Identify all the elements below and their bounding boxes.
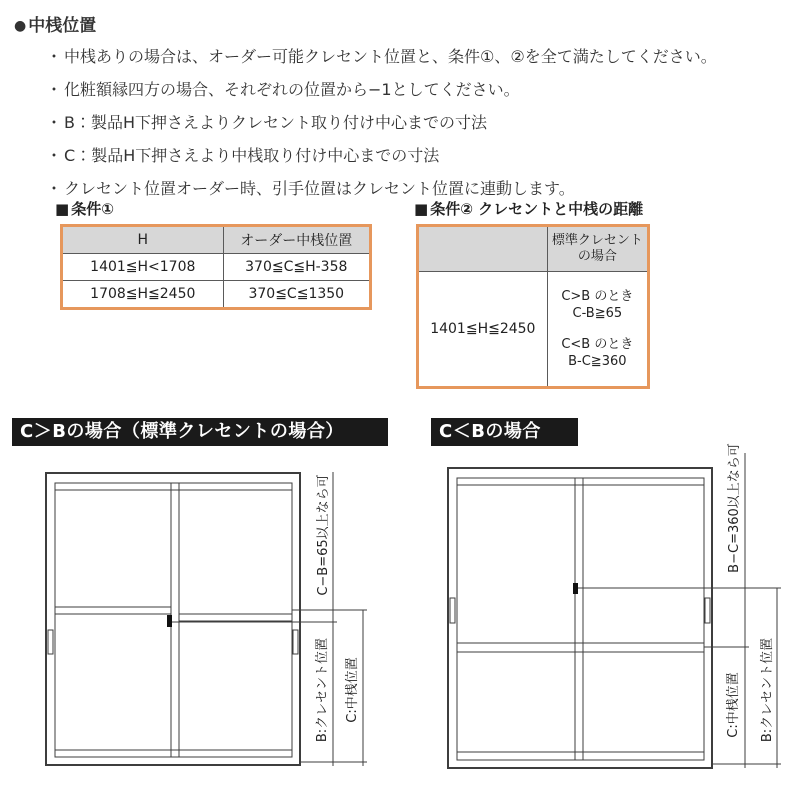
label-b-crescent-position: B:クレセント位置 bbox=[760, 637, 775, 743]
table-row bbox=[418, 272, 649, 388]
note-text: B：製品H下押さえよりクレセント取り付け中心までの寸法 bbox=[64, 113, 488, 132]
bullet-dot-icon: ・ bbox=[46, 146, 63, 165]
bullet-dot-icon: ・ bbox=[46, 113, 63, 132]
window-inner-frame bbox=[457, 478, 704, 760]
label-b-crescent-position: B:クレセント位置 bbox=[315, 637, 330, 743]
window-diagram-c-less-b bbox=[430, 425, 795, 795]
table-row bbox=[62, 254, 371, 281]
condition1-title bbox=[55, 198, 114, 219]
spacer bbox=[548, 322, 647, 336]
table-row bbox=[62, 281, 371, 309]
label-c-rail-position: C:中桟位置 bbox=[726, 672, 741, 738]
window-outer-frame bbox=[448, 468, 712, 768]
condition1-table bbox=[60, 224, 372, 310]
note-text: 化粧額縁四方の場合、それぞれの位置から−1としてください。 bbox=[64, 80, 520, 99]
diagram-right-title-bar: C＜Bの場合 bbox=[431, 418, 578, 446]
note-text: クレセント位置オーダー時、引手位置はクレセント位置に連動します。 bbox=[64, 179, 575, 198]
note-item bbox=[46, 40, 717, 73]
cell-c-range: 370≦C≦H-358 bbox=[223, 254, 370, 281]
cell-h-range: 1401≦H<1708 bbox=[62, 254, 224, 281]
col-header-empty bbox=[418, 226, 548, 272]
diagram-left-title-bar: C＞Bの場合（標準クレセントの場合） bbox=[12, 418, 388, 446]
case2-formula: B-C≧360 bbox=[568, 354, 627, 369]
condition2-title-text: 条件② クレセントと中桟の距離 bbox=[430, 200, 644, 218]
note-text: 中桟ありの場合は、オーダー可能クレセント位置と、条件①、②を全て満たしてください。 bbox=[64, 47, 717, 66]
note-text: C：製品H下押さえより中桟取り付け中心までの寸法 bbox=[64, 146, 440, 165]
window-diagram-c-greater-b bbox=[30, 455, 380, 795]
bullet-dot-icon: ・ bbox=[46, 179, 63, 198]
col-header-h: H bbox=[62, 226, 224, 254]
pull-handle bbox=[450, 598, 455, 623]
condition1-title-text: 条件① bbox=[71, 200, 114, 218]
label-c-rail-position: C:中桟位置 bbox=[345, 657, 360, 723]
label-c-minus-b: C−B=65以上なら可 bbox=[316, 474, 331, 596]
black-square-icon: ■ bbox=[55, 200, 70, 218]
page-title bbox=[14, 11, 96, 36]
bullet-dot-icon: ・ bbox=[46, 80, 63, 99]
case2-condition: C<B のとき bbox=[561, 337, 634, 352]
cell-c-range: 370≦C≦1350 bbox=[223, 281, 370, 309]
pull-handle bbox=[293, 630, 298, 654]
window-outer-frame bbox=[46, 473, 300, 765]
notes-list bbox=[46, 40, 717, 205]
col-header-standard-crescent: 標準クレセント の場合 bbox=[547, 226, 648, 272]
label-b-minus-c: B−C=360以上なら可 bbox=[727, 443, 742, 573]
page-title-text: 中桟位置 bbox=[28, 16, 97, 36]
condition2-table bbox=[416, 224, 650, 389]
condition2-title bbox=[414, 198, 643, 219]
cell-crescent-rail-conditions bbox=[547, 272, 648, 388]
note-item bbox=[46, 73, 717, 106]
black-circle-icon: ● bbox=[14, 18, 27, 34]
case1-formula: C-B≧65 bbox=[572, 306, 623, 321]
crescent-lock bbox=[167, 615, 172, 627]
cell-h-range: 1401≦H≦2450 bbox=[418, 272, 548, 388]
black-square-icon: ■ bbox=[414, 200, 429, 218]
crescent-lock bbox=[573, 583, 578, 594]
bullet-dot-icon: ・ bbox=[46, 47, 63, 66]
note-item bbox=[46, 106, 717, 139]
pull-handle bbox=[705, 598, 710, 623]
note-item bbox=[46, 139, 717, 172]
window-inner-frame bbox=[55, 483, 292, 757]
pull-handle bbox=[48, 630, 53, 654]
case1-condition: C>B のとき bbox=[561, 289, 634, 304]
col-header-order-rail-position: オーダー中桟位置 bbox=[223, 226, 370, 254]
cell-h-range: 1708≦H≦2450 bbox=[62, 281, 224, 309]
